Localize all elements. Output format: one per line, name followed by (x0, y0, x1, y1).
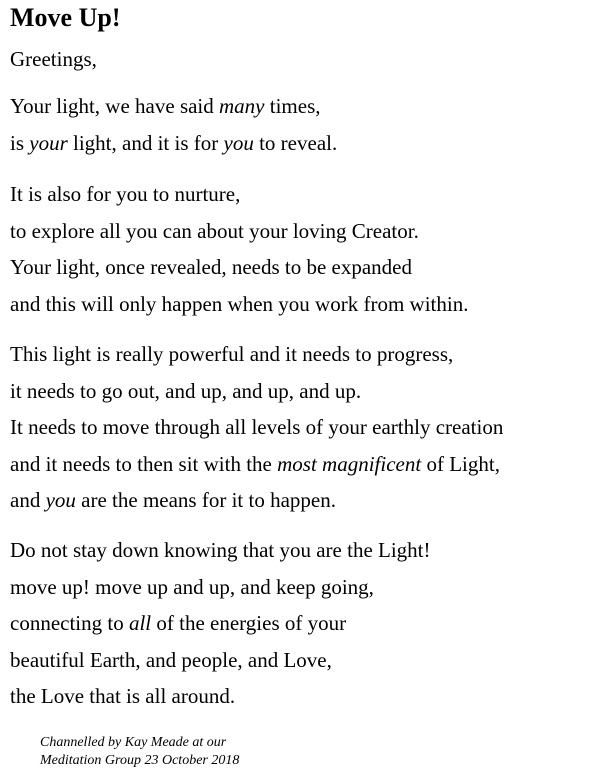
poem-line (10, 642, 431, 679)
poem-line (10, 446, 503, 483)
line-text: the Love that is all around. (10, 684, 236, 708)
poem-line (10, 605, 431, 642)
emphasis-text: many (219, 94, 265, 118)
line-text: Do not stay down knowing that you are the Light! (10, 538, 431, 562)
greeting: Greetings, (10, 47, 97, 71)
stanza-4 (10, 532, 431, 715)
poem-line (10, 482, 503, 519)
line-text: light, and it is for (67, 130, 224, 155)
line-text: beautiful Earth, and people, and Love, (10, 647, 332, 672)
line-text: it needs to go out, and up, and up, and up. (10, 378, 362, 403)
stanza-3 (10, 336, 503, 519)
line-text: are the means for it to happen. (75, 488, 336, 512)
poem-line (10, 88, 337, 125)
poem-line (10, 373, 503, 410)
line-text: This light is really powerful and it needs to progress, (10, 342, 454, 366)
stanza-1 (10, 88, 337, 161)
poem-line (10, 213, 468, 250)
line-text: and this will only happen when you work from within. (10, 291, 469, 316)
attribution-line-1: Channelled by Kay Meade at our (40, 735, 227, 750)
poem-line (10, 409, 503, 446)
line-text: connecting to (10, 611, 129, 635)
line-text: to reveal. (253, 130, 338, 155)
poem-line (10, 249, 468, 286)
emphasis-text: you (45, 488, 76, 512)
poem-line (10, 286, 468, 323)
emphasis-text: your (29, 130, 68, 155)
attribution (40, 734, 239, 770)
line-text: and it needs to then sit with the (10, 451, 278, 476)
poem-title: Move Up! (10, 3, 121, 32)
line-text: Your light, once revealed, needs to be expanded (10, 255, 412, 279)
line-text: move up! move up and up, and keep going, (10, 574, 374, 599)
stanza-2 (10, 176, 468, 322)
poem-line (10, 532, 431, 569)
attribution-line-2: Meditation Group 23 October 2018 (40, 753, 240, 768)
poem-line (10, 176, 468, 213)
line-text: Your light, we have said (10, 94, 220, 118)
line-text: It needs to move through all levels of your earthly creation (10, 415, 504, 439)
line-text: times, (264, 94, 321, 118)
poem-line (10, 336, 503, 373)
poem-line (10, 569, 431, 606)
line-text: It is also for you to nurture, (10, 182, 241, 206)
line-text: of the energies of your (151, 611, 347, 635)
emphasis-text: most magnificent (277, 451, 422, 476)
poem-line (10, 125, 337, 162)
line-text: of Light, (421, 451, 500, 476)
line-text: and (10, 488, 46, 512)
emphasis-text: all (128, 611, 152, 635)
line-text: is (10, 130, 30, 155)
poem-line (10, 678, 431, 715)
line-text: to explore all you can about your loving Creator. (10, 218, 419, 243)
emphasis-text: you (223, 130, 254, 155)
